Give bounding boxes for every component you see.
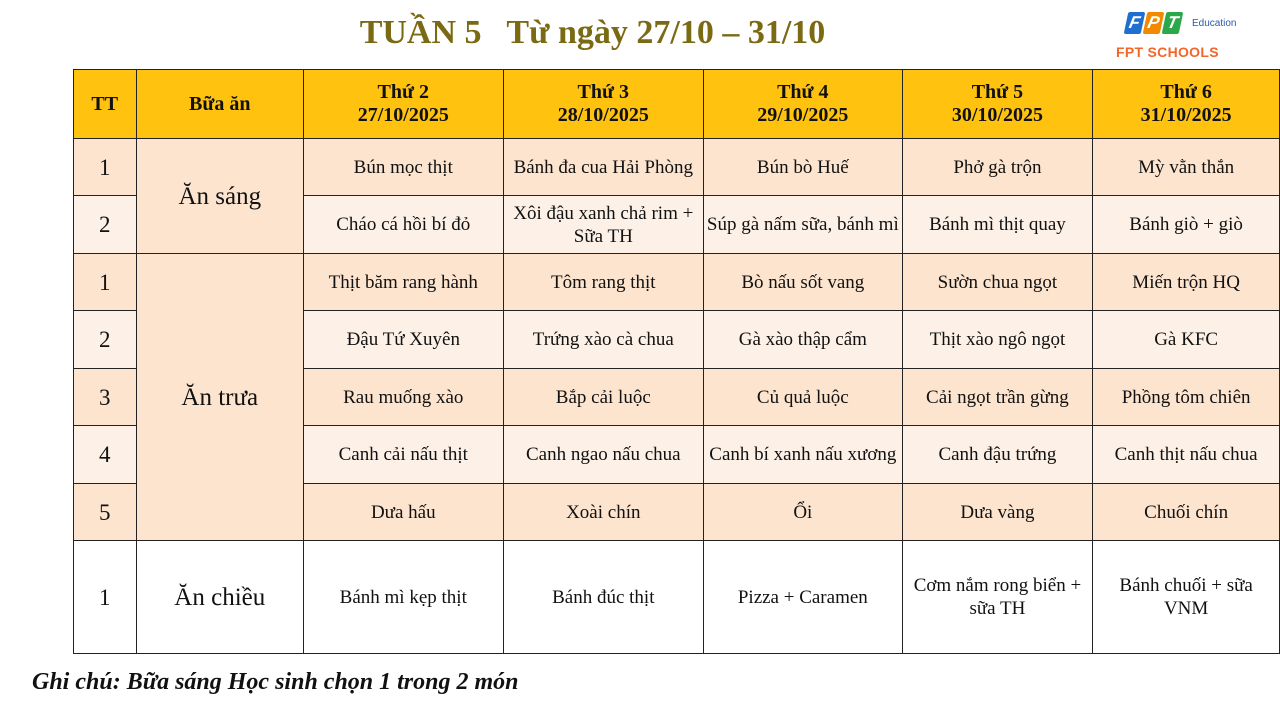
dish-cell: Canh ngao nấu chua [503,426,704,484]
dish-cell: Tôm rang thịt [503,254,704,311]
dish-cell: Miến trộn HQ [1093,254,1280,311]
dish-cell: Phồng tôm chiên [1093,369,1280,426]
header-meal: Bữa ăn [136,70,303,139]
header-day-5 [1093,70,1280,139]
header-day-4 [902,70,1093,139]
day-name: Thứ 6 [1160,81,1212,103]
row-tt: 1 [74,139,137,196]
dish-cell: Bắp cải luộc [503,369,704,426]
dish-cell: Cơm nắm rong biển + sữa TH [902,541,1093,654]
table-row [74,254,1280,311]
dish-cell: Bánh chuối + sữa VNM [1093,541,1280,654]
header-day-1 [304,70,504,139]
fpt-schools-logo [1112,10,1242,66]
day-date: 28/10/2025 [557,104,649,126]
meal-label-breakfast: Ăn sáng [136,139,303,254]
dish-cell: Rau muống xào [304,369,504,426]
header-tt: TT [74,70,137,139]
dish-cell: Xoài chín [503,484,704,541]
dish-cell: Canh thịt nấu chua [1093,426,1280,484]
dish-cell: Dưa hấu [304,484,504,541]
dish-cell: Gà xào thập cẩm [704,311,903,369]
row-tt: 1 [74,254,137,311]
table-row [74,541,1280,654]
row-tt: 3 [74,369,137,426]
meal-label-afternoon: Ăn chiều [136,541,303,654]
dish-cell: Gà KFC [1093,311,1280,369]
dish-cell: Súp gà nấm sữa, bánh mì [704,196,903,254]
dish-cell: Bánh mì thịt quay [902,196,1093,254]
dish-cell: Thịt xào ngô ngọt [902,311,1093,369]
row-tt: 2 [74,311,137,369]
dish-cell: Dưa vàng [902,484,1093,541]
day-date: 31/10/2025 [1140,104,1232,126]
dish-cell: Mỳ vằn thắn [1093,139,1280,196]
dish-cell: Bò nấu sốt vang [704,254,903,311]
dish-cell: Cải ngọt trần gừng [902,369,1093,426]
row-tt: 1 [74,541,137,654]
footnote: Ghi chú: Bữa sáng Học sinh chọn 1 trong 2 món [32,669,519,695]
day-name: Thứ 5 [971,81,1024,103]
header-day-2 [503,70,704,139]
day-name: Thứ 4 [777,81,829,103]
dish-cell: Cháo cá hồi bí đỏ [304,196,504,254]
day-date: 29/10/2025 [757,104,849,126]
header-row [74,70,1280,139]
dish-cell: Canh cải nấu thịt [304,426,504,484]
dish-cell: Thịt băm rang hành [304,254,504,311]
dish-cell: Bún bò Huế [704,139,903,196]
dish-cell: Củ quả luộc [704,369,903,426]
dish-cell: Bánh đúc thịt [503,541,704,654]
logo-letter-t: T [1162,12,1184,34]
fpt-logo-mark [1126,12,1181,38]
row-tt: 5 [74,484,137,541]
dish-cell: Canh đậu trứng [902,426,1093,484]
dish-cell: Xôi đậu xanh chả rim + Sữa TH [503,196,704,254]
dish-cell: Bánh giò + giò [1093,196,1280,254]
row-tt: 4 [74,426,137,484]
dish-cell: Canh bí xanh nấu xương [704,426,903,484]
page-title: TUẦN 5 Từ ngày 27/10 – 31/10 [359,14,826,51]
dish-cell: Bánh mì kẹp thịt [304,541,504,654]
day-date: 27/10/2025 [357,104,449,126]
day-name: Thứ 3 [577,81,630,103]
dish-cell: Ổi [704,484,903,541]
header-day-3 [704,70,903,139]
dish-cell: Chuối chín [1093,484,1280,541]
day-name: Thứ 2 [377,81,429,103]
dish-cell: Pizza + Caramen [704,541,903,654]
meal-label-lunch: Ăn trưa [136,254,303,541]
dish-cell: Phở gà trộn [902,139,1093,196]
logo-letter-f: F [1124,12,1146,34]
row-tt: 2 [74,196,137,254]
logo-letter-p: P [1143,12,1165,34]
dish-cell: Bún mọc thịt [304,139,504,196]
logo-education-text: Education [1192,18,1237,29]
dish-cell: Trứng xào cà chua [503,311,704,369]
dish-cell: Bánh đa cua Hải Phòng [503,139,704,196]
table-row [74,139,1280,196]
dish-cell: Đậu Tứ Xuyên [304,311,504,369]
weekly-menu-table [73,69,1280,654]
logo-schools-text: FPT SCHOOLS [1116,44,1219,60]
dish-cell: Sườn chua ngọt [902,254,1093,311]
day-date: 30/10/2025 [951,104,1043,126]
